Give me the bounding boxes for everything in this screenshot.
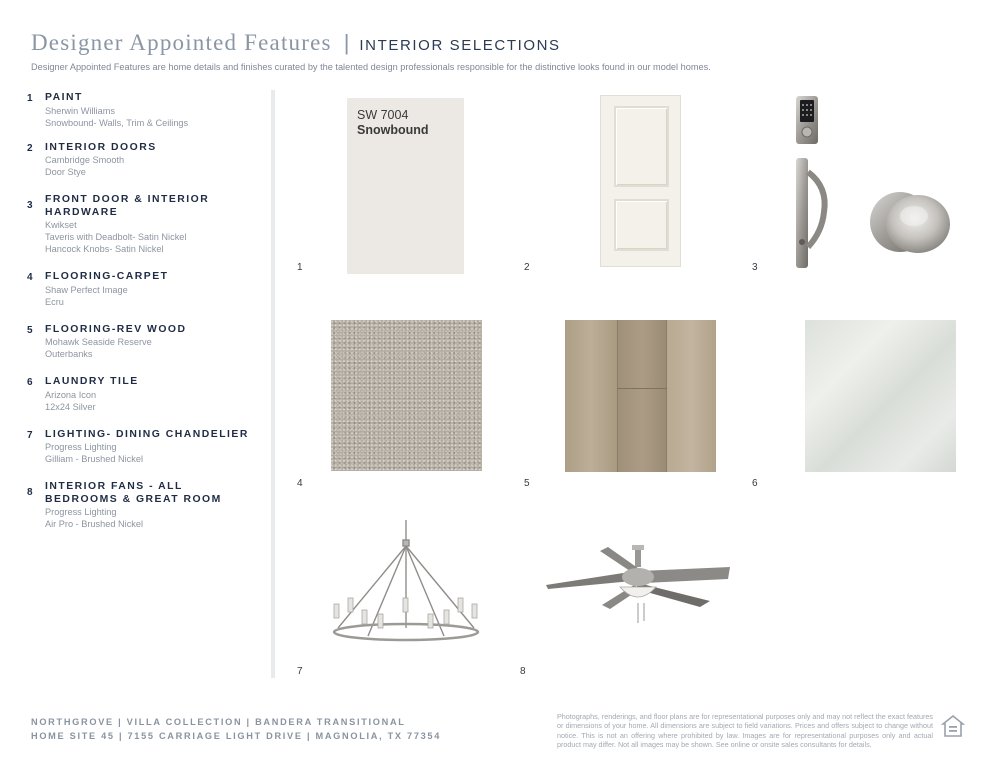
image-number: 7	[297, 666, 303, 677]
list-item	[27, 271, 262, 308]
hardware-image	[790, 92, 960, 272]
item-detail: Air Pro - Brushed Nickel	[45, 519, 144, 529]
item-detail: Progress Lighting	[45, 507, 117, 517]
list-item	[27, 376, 262, 413]
chandelier-icon	[334, 520, 478, 640]
vertical-divider	[271, 90, 275, 678]
footer-line-2: HOME SITE 45 | 7155 CARRIAGE LIGHT DRIVE | MAGNOLIA, TX 77354	[31, 731, 442, 741]
list-item	[27, 194, 262, 255]
plank-seam	[617, 388, 667, 389]
selection-list	[27, 92, 262, 543]
item-number: 5	[27, 324, 33, 336]
item-detail: Shaw Perfect Image	[45, 284, 128, 295]
paint-swatch	[347, 98, 464, 274]
item-detail: Arizona Icon	[45, 389, 97, 400]
image-number: 1	[297, 262, 303, 273]
item-number: 8	[27, 487, 33, 498]
item-detail: Progress Lighting	[45, 442, 117, 452]
item-detail: Sherwin Williams	[45, 105, 115, 116]
door-panel	[614, 106, 669, 187]
ceiling-fan-icon	[546, 545, 730, 623]
door-knob-icon	[870, 192, 950, 253]
paint-code: SW 7004	[357, 108, 409, 122]
item-detail: Ecru	[45, 296, 64, 307]
title-separator: |	[343, 30, 350, 55]
tile-swatch	[805, 320, 956, 472]
list-item	[27, 429, 262, 466]
item-detail: Cambridge Smooth	[45, 155, 125, 165]
item-number: 3	[27, 200, 33, 211]
item-number: 4	[27, 272, 33, 283]
item-number: 6	[27, 377, 33, 388]
title-line	[31, 30, 971, 56]
keypad-deadbolt-icon	[796, 96, 818, 144]
wood-plank	[667, 320, 716, 472]
item-name: FRONT DOOR & INTERIOR HARDWARE	[45, 194, 210, 218]
item-name: PAINT	[45, 92, 83, 103]
item-detail: Taveris with Deadbolt- Satin Nickel	[45, 232, 187, 242]
item-name: INTERIOR FANS - ALL BEDROOMS & GREAT ROOM	[45, 481, 222, 505]
item-number: 1	[27, 93, 33, 104]
header	[31, 30, 971, 72]
item-detail: Gilliam - Brushed Nickel	[45, 454, 144, 464]
equal-housing-icon	[941, 714, 965, 738]
image-number: 3	[752, 262, 758, 273]
item-detail: Mohawk Seaside Reserve	[45, 337, 152, 347]
footer-address	[31, 715, 441, 743]
wood-floor-swatch	[565, 320, 716, 472]
footer-disclaimer: Photographs, renderings, and floor plans are for representational purposes only and may not reflect the exact features or dimensions of your home. All dimensions are subject to field variations. Prices and offers subject to change without notice. This is not an offering where prohibited by law. Images are for representational purposes only and actual product may differ. Not all images may be shown. See online or onsite sales consultants for details.	[557, 712, 933, 749]
image-number: 2	[524, 262, 530, 273]
item-detail: Hancock Knobs- Satin Nickel	[45, 244, 164, 254]
item-detail: Door Stye	[45, 167, 86, 177]
chandelier-image	[328, 518, 484, 648]
list-item	[27, 92, 262, 129]
item-name: FLOORING-REV WOOD	[45, 323, 187, 335]
image-number: 5	[524, 478, 530, 489]
list-item	[27, 481, 262, 530]
image-number: 6	[752, 478, 758, 489]
image-number: 4	[297, 478, 303, 489]
ceiling-fan-image	[540, 545, 735, 635]
wood-plank	[565, 320, 617, 472]
item-detail: Kwikset	[45, 220, 77, 230]
item-detail: 12x24 Silver	[45, 401, 96, 412]
page-description: Designer Appointed Features are home details and finishes curated by the talented design professionals responsible for the distinctive looks found in our model homes.	[31, 62, 711, 72]
item-detail: Snowbound- Walls, Trim & Ceilings	[45, 117, 189, 128]
item-name: LAUNDRY TILE	[45, 376, 139, 387]
item-number: 2	[27, 142, 33, 154]
wood-plank	[617, 320, 667, 472]
item-name: LIGHTING- DINING CHANDELIER	[45, 428, 249, 440]
list-item	[27, 142, 262, 179]
list-item	[27, 324, 262, 361]
section-title: INTERIOR SELECTIONS	[359, 37, 561, 54]
item-name: INTERIOR DOORS	[45, 141, 157, 153]
item-number: 7	[27, 429, 33, 441]
item-detail: Outerbanks	[45, 349, 93, 359]
carpet-swatch	[331, 320, 482, 471]
door-image	[600, 95, 681, 267]
image-number: 8	[520, 666, 526, 677]
paint-name: Snowbound	[357, 123, 429, 137]
handleset-icon	[796, 158, 825, 268]
footer-line-1: NORTHGROVE | VILLA COLLECTION | BANDERA TRANSITIONAL	[31, 717, 406, 727]
page-title: Designer Appointed Features	[31, 30, 332, 55]
door-panel	[614, 199, 669, 251]
item-name: FLOORING-CARPET	[45, 271, 169, 282]
